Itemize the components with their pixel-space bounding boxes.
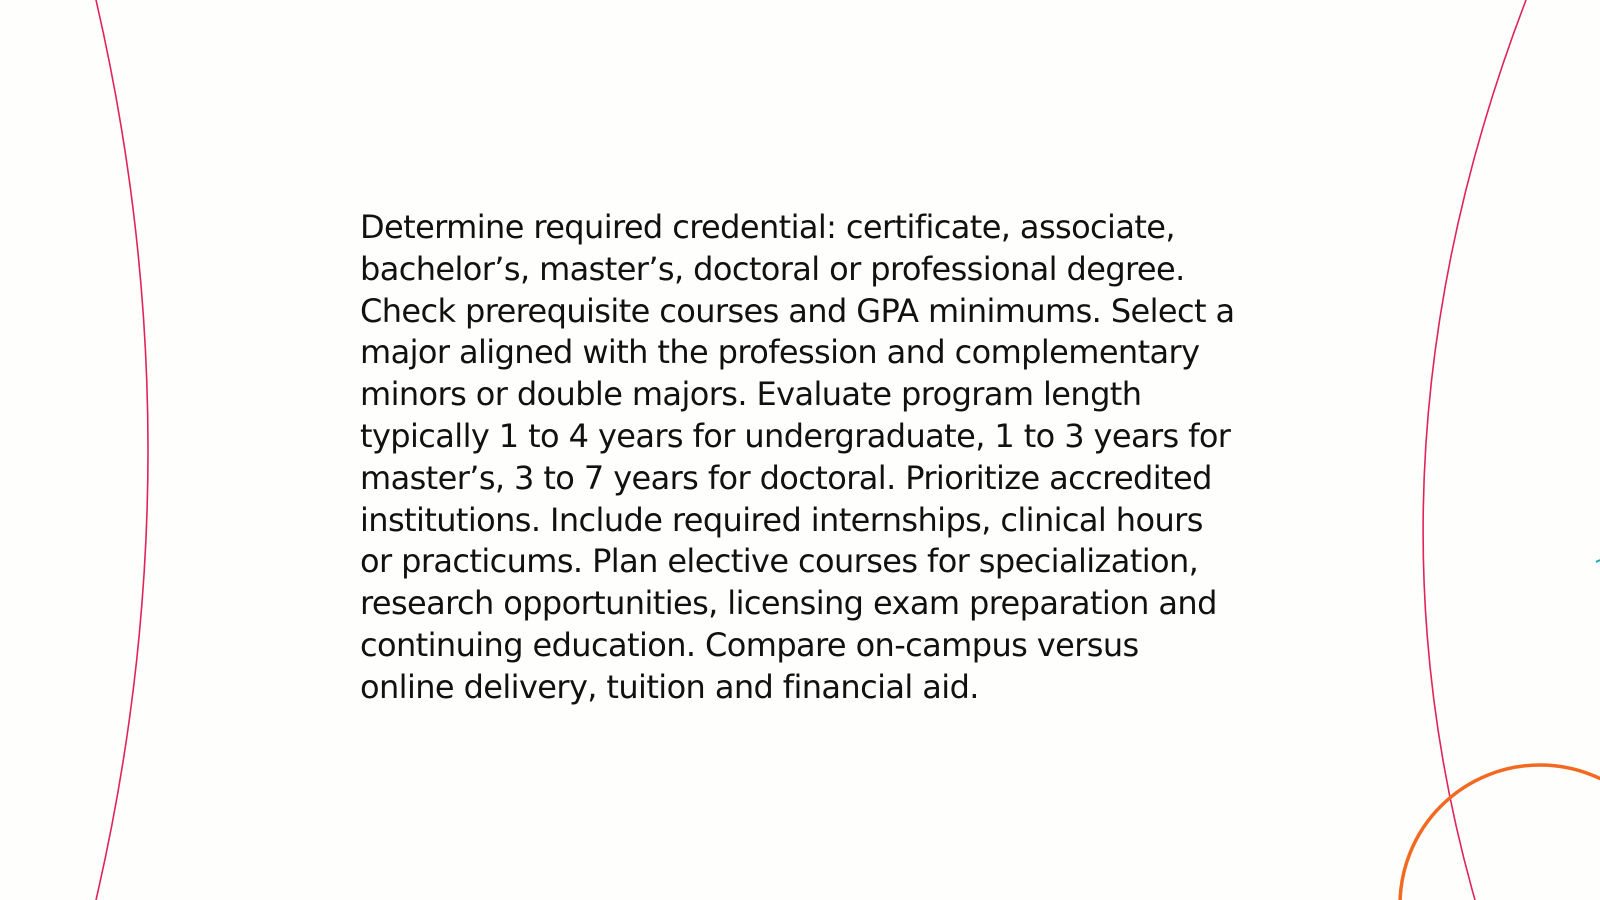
body-paragraph: Determine required credential: certificate, associate, bachelor’s, master’s, doctoral or professional degree. Check prerequisite courses and GPA minimums. Select a major aligned with the profession and complementary minors or double majors. Evaluate program length typically 1 to 4 years for undergraduate, 1 to 3 years for master’s, 3 to 7 years for doctoral. Prioritize accredited institutions. Include required internships, clinical hours or practicums. Plan elective courses for specialization, research opportunities, licensing exam preparation and continuing education. Compare on-campus versus online delivery, tuition and financial aid. [360,208,1235,706]
left-arc-line [96,0,148,900]
accent-circle [1400,765,1600,900]
right-arc-line [1423,0,1526,900]
teal-mark [1596,560,1600,562]
